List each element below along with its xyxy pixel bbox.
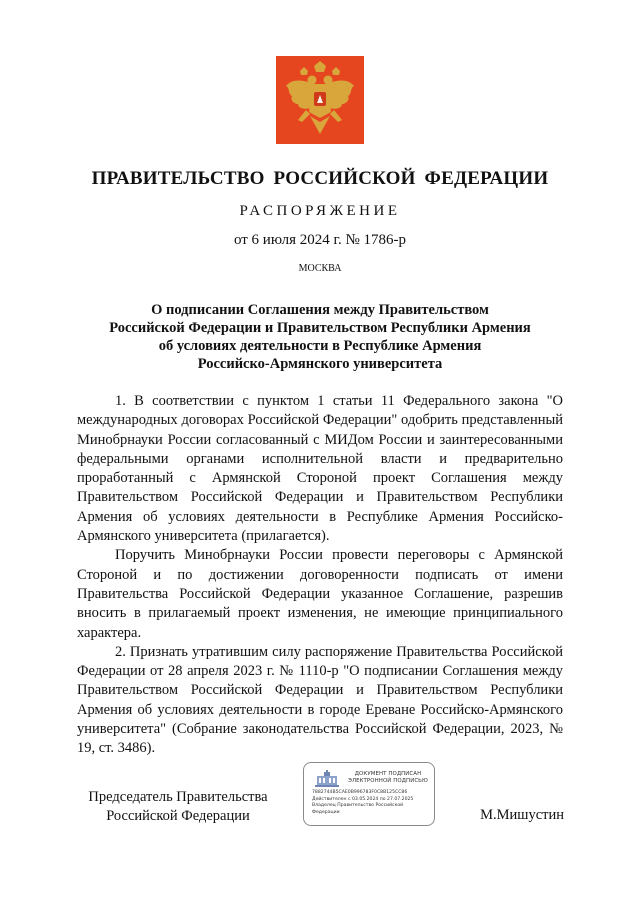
stamp-validity: Действителен с 03.05.2024 по 27.07.2025 — [312, 796, 414, 802]
document-heading — [60, 301, 580, 373]
document-type: РАСПОРЯЖЕНИЕ — [239, 203, 401, 219]
stamp-title — [344, 771, 432, 785]
stamp-owner-line: Владелец Правительство Российской — [312, 803, 404, 809]
heading-line: Российско-Армянского университета — [197, 356, 443, 372]
stamp-details — [312, 790, 434, 816]
electronic-signature-stamp — [303, 762, 435, 826]
heading-line: Российской Федерации и Правительством Республики Армения — [109, 320, 531, 336]
stamp-certificate: 7882744B5CAE0B996783F0C8B125CC86 — [312, 790, 408, 795]
stamp-title-line: ДОКУМЕНТ ПОДПИСАН — [354, 771, 422, 777]
signatory-name: М.Мишустин — [480, 807, 564, 823]
coat-of-arms-icon — [276, 56, 364, 144]
document-city: МОСКВА — [298, 263, 342, 274]
body-paragraph: 1. В соответствии с пунктом 1 статьи 11 Федерального закона "О международных договорах Российской Федерации" одобрить представленный Минобрнауки России согласованный с МИДом России и заинтересованными федеральными органами исполнительной власти и предварительно проработанный с Армянской Стороной проект Соглашения между Правительством Российской Федерации и Правительством Республики Армения об условиях деятельности в Республике Армения Российско-Армянского университета (прилагается). — [77, 393, 563, 545]
heading-line: об условиях деятельности в Республике Армения — [158, 338, 482, 354]
signatory-position-line: Российской Федерации — [106, 808, 250, 824]
body-paragraph: Поручить Минобрнауки России провести переговоры с Армянской Стороной и по достижении договоренности подписать от имени Правительства Российской Федерации указанное Соглашение, разрешив вносить в прилагаемый проект изменения, не имеющие принципиального характера. — [77, 547, 563, 641]
signatory-position-line: Председатель Правительства — [88, 789, 268, 805]
document-date-number: от 6 июля 2024 г. № 1786-р — [233, 232, 407, 248]
stamp-owner-line: Федерации — [312, 809, 340, 815]
government-building-icon — [314, 770, 340, 788]
heading-line: О подписании Соглашения между Правительством — [151, 302, 489, 318]
signatory-position — [78, 788, 278, 826]
government-title: ПРАВИТЕЛЬСТВО РОССИЙСКОЙ ФЕДЕРАЦИИ — [91, 168, 549, 189]
document-body — [77, 392, 563, 759]
body-paragraph: 2. Признать утратившим силу распоряжение Правительства Российской Федерации от 28 апреля 2023 г. № 1110-р "О подписании Соглашения между Правительством Российской Федерации и Правительством Республики Армения об условиях деятельности в городе Ереване Российско-Армянского университета" (Собрание законодательства Российской Федерации, 2023, № 19, ст. 3486). — [77, 643, 563, 757]
stamp-title-line: ЭЛЕКТРОННОЙ ПОДПИСЬЮ — [348, 778, 428, 784]
